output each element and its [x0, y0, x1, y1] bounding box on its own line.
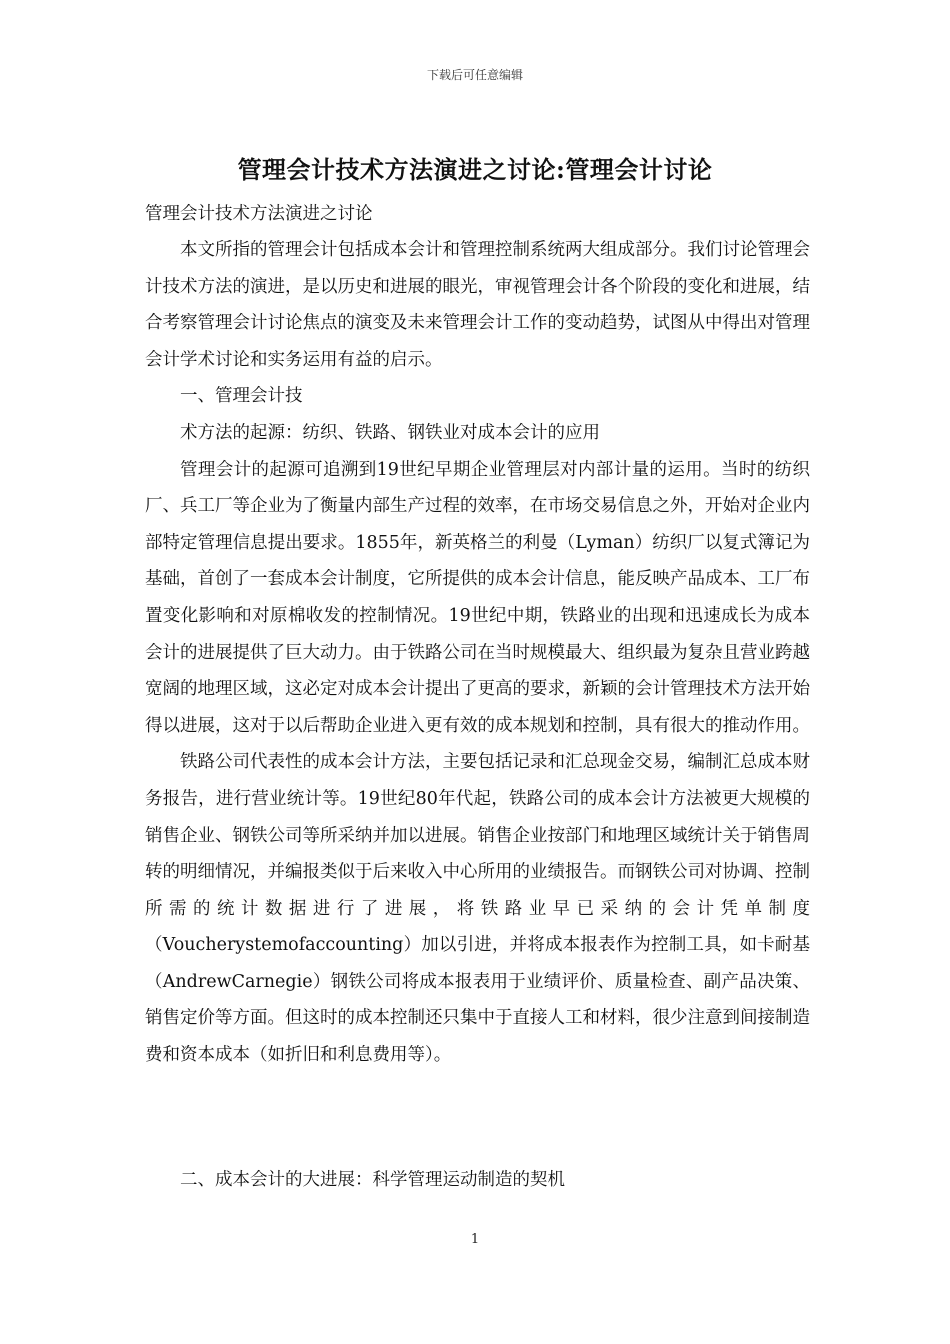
- document-body: [145, 232, 810, 1074]
- paragraph-railroad-methods: 铁路公司代表性的成本会计方法，主要包括记录和汇总现金交易，编制汇总成本财务报告，进行营业统计等。19世纪80年代起，铁路公司的成本会计方法被更大规模的销售企业、钢铁公司等所采纳并加以进展。销售企业按部门和地理区域统计关于销售周转的明细情况，并编报类似于后来收入中心所用的业绩报告。而钢铁公司对协调、控制所需的统计数据进行了进展，将铁路业早已采纳的会计凭单制度（Voucherystemofaccounting）加以引进，并将成本报表作为控制工具，如卡耐基（AndrewCarnegie）钢铁公司将成本报表用于业绩评价、质量检查、副产品决策、销售定价等方面。但这时的成本控制还只集中于直接人工和材料，很少注意到间接制造费和资本成本（如折旧和利息费用等）。: [145, 752, 810, 1066]
- page-header-note: 下载后可任意编辑: [426, 68, 523, 82]
- document-subtitle: 管理会计技术方法演进之讨论: [145, 204, 373, 224]
- section-heading-2: 二、成本会计的大进展：科学管理运动制造的契机: [180, 1170, 565, 1190]
- paragraph-origins: 管理会计的起源可追溯到19世纪早期企业管理层对内部计量的运用。当时的纺织厂、兵工厂等企业为了衡量内部生产过程的效率，在市场交易信息之外，开始对企业内部特定管理信息提出要求。1855年，新英格兰的利曼（Lyman）纺织厂以复式簿记为基础，首创了一套成本会计制度，它所提供的成本会计信息，能反映产品成本、工厂布置变化影响和对原棉收发的控制情况。19世纪中期，铁路业的出现和迅速成长为成本会计的进展提供了巨大动力。由于铁路公司在当时规模最大、组织最为复杂且营业跨越宽阔的地理区域，这必定对成本会计提出了更高的要求，新颖的会计管理技术方法开始得以进展，这对于以后帮助企业进入更有效的成本规划和控制，具有很大的推动作用。: [145, 459, 810, 736]
- section-heading-1b: 术方法的起源：纺织、铁路、钢铁业对成本会计的应用: [180, 422, 600, 443]
- section-heading-1a: 一、管理会计技: [180, 386, 303, 407]
- paragraph-intro: 本文所指的管理会计包括成本会计和管理控制系统两大组成部分。我们讨论管理会计技术方法的演进，是以历史和进展的眼光，审视管理会计各个阶段的变化和进展，结合考察管理会计讨论焦点的演变及未来管理会计工作的变动趋势，试图从中得出对管理会计学术讨论和实务运用有益的启示。: [145, 240, 810, 370]
- document-title: 管理会计技术方法演进之讨论:管理会计讨论: [237, 155, 713, 184]
- page-number: 1: [470, 1232, 480, 1247]
